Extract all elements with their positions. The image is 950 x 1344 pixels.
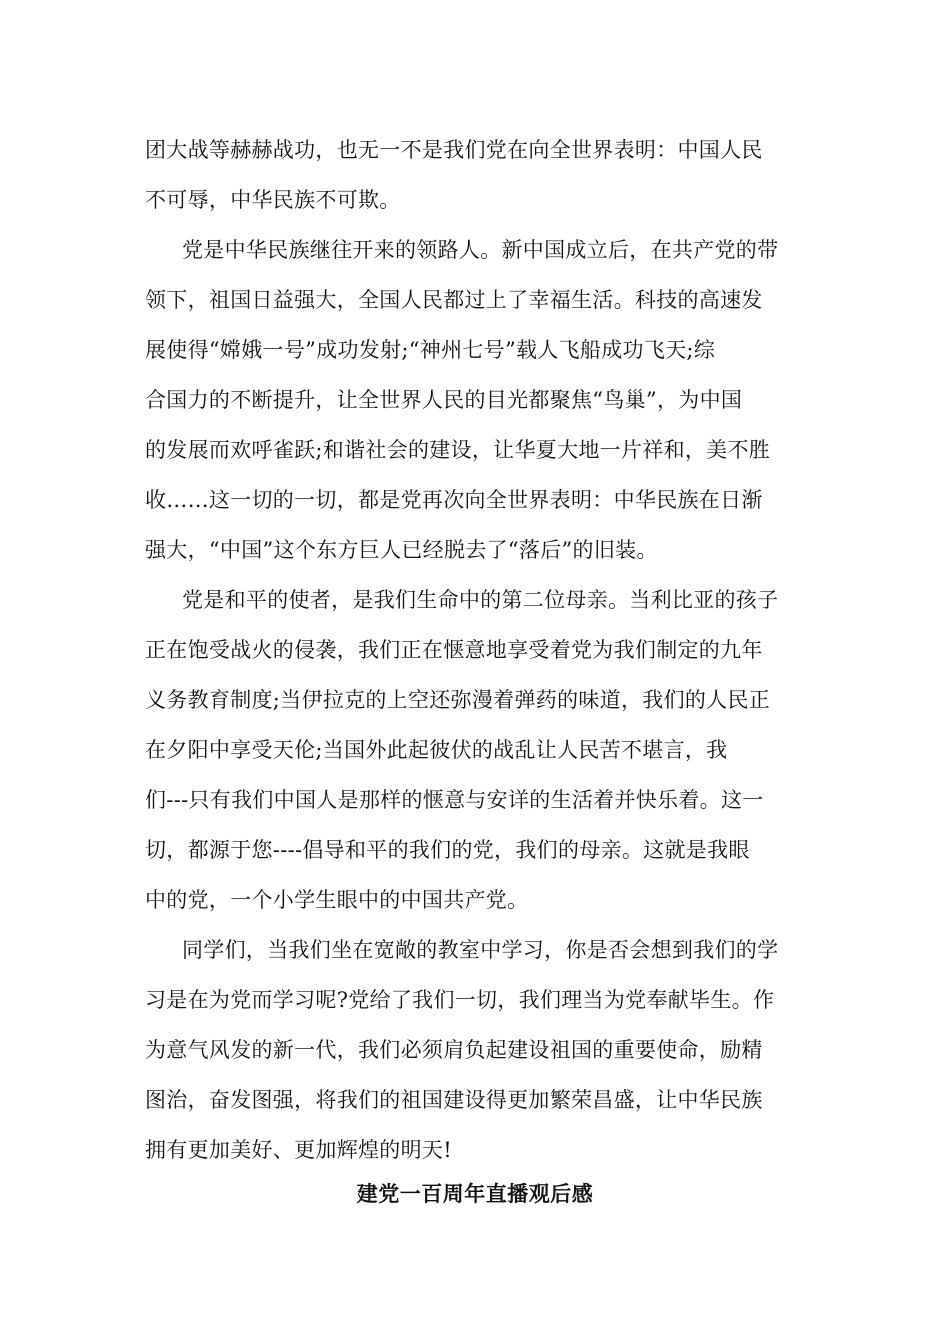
text-line: 团大战等赫赫战功，也无一不是我们党在向全世界表明：中国人民 [145, 138, 763, 162]
text-line: 中的党，一个小学生眼中的中国共产党。 [145, 888, 529, 912]
text-line: 的发展而欢呼雀跃;和谐社会的建设，让华夏大地一片祥和，美不胜 [145, 438, 771, 462]
paragraph-first-line: 党是中华民族继往开来的领路人。新中国成立后，在共产党的带 [182, 238, 779, 262]
text-line: 们---只有我们中国人是那样的惬意与安详的生活着并快乐着。这一 [145, 788, 764, 812]
text-line: 图治，奋发图强，将我们的祖国建设得更加繁荣昌盛，让中华民族 [145, 1088, 763, 1112]
text-line: 强大，“中国”这个东方巨人已经脱去了“落后”的旧装。 [145, 538, 658, 562]
text-line: 合国力的不断提升，让全世界人民的目光都聚焦“鸟巢”，为中国 [145, 388, 743, 412]
text-line: 在夕阳中享受天伦;当国外此起彼伏的战乱让人民苦不堪言，我 [145, 738, 728, 762]
text-line: 正在饱受战火的侵袭，我们正在惬意地享受着党为我们制定的九年 [145, 638, 763, 662]
text-line: 领下，祖国日益强大，全国人民都过上了幸福生活。科技的高速发 [145, 288, 763, 312]
text-line: 义务教育制度;当伊拉克的上空还弥漫着弹药的味道，我们的人民正 [145, 688, 771, 712]
text-line: 展使得“嫦娥一号”成功发射;“神州七号”载人飞船成功飞天;综 [145, 338, 716, 362]
text-line: 切，都源于您----倡导和平的我们的党，我们的母亲。这就是我眼 [145, 838, 750, 862]
section-heading: 建党一百周年直播观后感 [356, 1181, 594, 1206]
text-line: 收……这一切的一切，都是党再次向全世界表明：中华民族在日渐 [145, 488, 763, 512]
text-line: 拥有更加美好、更加辉煌的明天! [145, 1138, 452, 1162]
text-line: 为意气风发的新一代，我们必须肩负起建设祖国的重要使命，励精 [145, 1038, 763, 1062]
text-line: 习是在为党而学习呢?党给了我们一切，我们理当为党奉献毕生。作 [145, 988, 775, 1012]
paragraph-first-line: 党是和平的使者，是我们生命中的第二位母亲。当利比亚的孩子 [182, 588, 779, 612]
text-line: 不可辱，中华民族不可欺。 [145, 188, 401, 212]
paragraph-first-line: 同学们，当我们坐在宽敞的教室中学习，你是否会想到我们的学 [182, 938, 779, 962]
